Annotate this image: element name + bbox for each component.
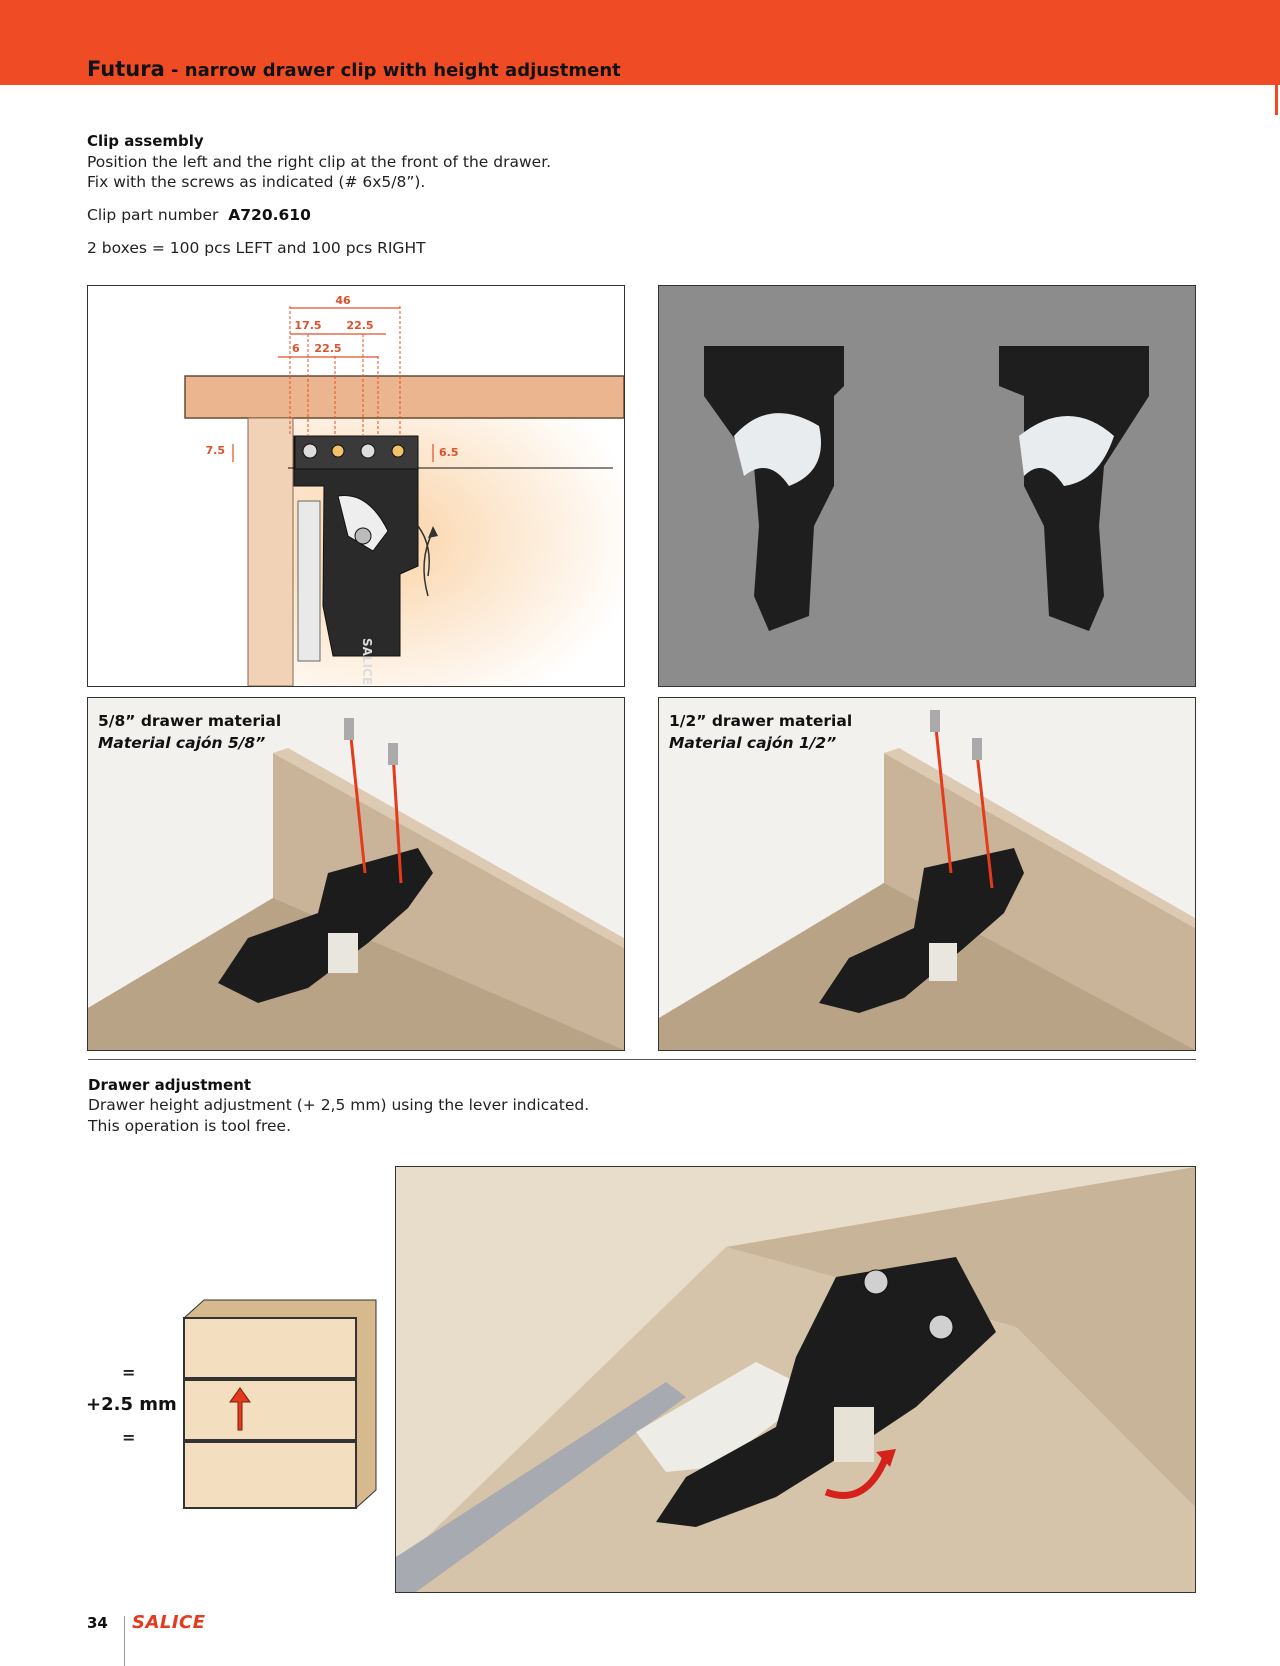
screw-hole-4 (392, 445, 404, 457)
clip-assembly-heading: Clip assembly (87, 132, 204, 150)
panel-5-8-label-en: 5/8” drawer material (98, 712, 282, 730)
salice-logo: SALICE (132, 1612, 206, 1633)
screw-head-1 (864, 1270, 888, 1294)
header-edge-mark (1275, 85, 1278, 115)
equal-mark-bottom: = (122, 1428, 136, 1447)
clip-pivot (355, 528, 371, 544)
boxes-line: 2 boxes = 100 pcs LEFT and 100 pcs RIGHT (87, 239, 426, 257)
dim-17-5: 17.5 (294, 319, 322, 332)
dim-6: 6 (292, 342, 300, 355)
panel-5-8-label-es: Material cajón 5/8” (98, 734, 266, 752)
cabinet-drawer-bottom (184, 1442, 356, 1508)
drawer-adjustment-line2: This operation is tool free. (88, 1117, 292, 1135)
panel-1-2-drawer (658, 697, 1196, 1051)
title-sub: - narrow drawer clip with height adjustment (164, 60, 621, 81)
adjustment-illustration (396, 1167, 1195, 1592)
adjustment-illustration-panel (395, 1166, 1196, 1593)
screw-head-2 (929, 1315, 953, 1339)
clips-photo (659, 286, 1195, 686)
clip-lever-large (834, 1407, 874, 1462)
dimension-diagram (88, 286, 624, 686)
screw-hole-2 (332, 445, 344, 457)
part-number-value: A720.610 (228, 206, 311, 224)
panel-1-2-label-en: 1/2” drawer material (669, 712, 853, 730)
title-main: Futura (87, 57, 165, 81)
drawer-adjustment-heading: Drawer adjustment (88, 1076, 252, 1094)
clips-photo-panel (658, 285, 1196, 687)
cabinet-drawer-top (184, 1318, 356, 1378)
footer-separator (124, 1616, 125, 1666)
clip-assembly-line2: Fix with the screws as indicated (# 6x5/8”). (87, 173, 426, 191)
drawer-side-board (248, 418, 293, 686)
clip-lever-1-2 (929, 943, 957, 981)
page-title (87, 57, 621, 81)
screw-4 (972, 738, 982, 760)
drawer-top-board (185, 376, 624, 418)
screw-hole-3 (361, 444, 375, 458)
screw-2 (388, 743, 398, 765)
dim-46: 46 (335, 294, 351, 307)
panel-5-8-label (98, 710, 281, 754)
dim-22-5-top: 22.5 (346, 319, 374, 332)
measure-label: +2.5 mm (86, 1394, 177, 1415)
panel-1-2-label-es: Material cajón 1/2” (669, 734, 837, 752)
equal-mark-top: = (122, 1363, 136, 1382)
clip-brand-mark: SALICE (360, 638, 374, 686)
runner-rail (298, 501, 320, 661)
dim-22-5-bottom: 22.5 (314, 342, 342, 355)
clip-assembly-line1: Position the left and the right clip at the front of the drawer. (87, 153, 552, 171)
panel-1-2-label (669, 710, 852, 754)
dim-7-5: 7.5 (205, 444, 225, 457)
cabinet-drawer-middle (184, 1380, 356, 1440)
screw-1 (344, 718, 354, 740)
section-divider (88, 1059, 1196, 1060)
part-number-line (87, 205, 311, 226)
dimension-diagram-panel (87, 285, 625, 687)
page-number: 34 (87, 1614, 108, 1632)
dim-6-5: 6.5 (439, 446, 459, 459)
panel-5-8-drawer (87, 697, 625, 1051)
screw-3 (930, 710, 940, 732)
clip-lever-5-8 (328, 933, 358, 973)
part-number-label: Clip part number (87, 206, 219, 224)
drawer-adjustment-line1: Drawer height adjustment (+ 2,5 mm) using the lever indicated. (88, 1096, 590, 1114)
screw-hole-1 (303, 444, 317, 458)
